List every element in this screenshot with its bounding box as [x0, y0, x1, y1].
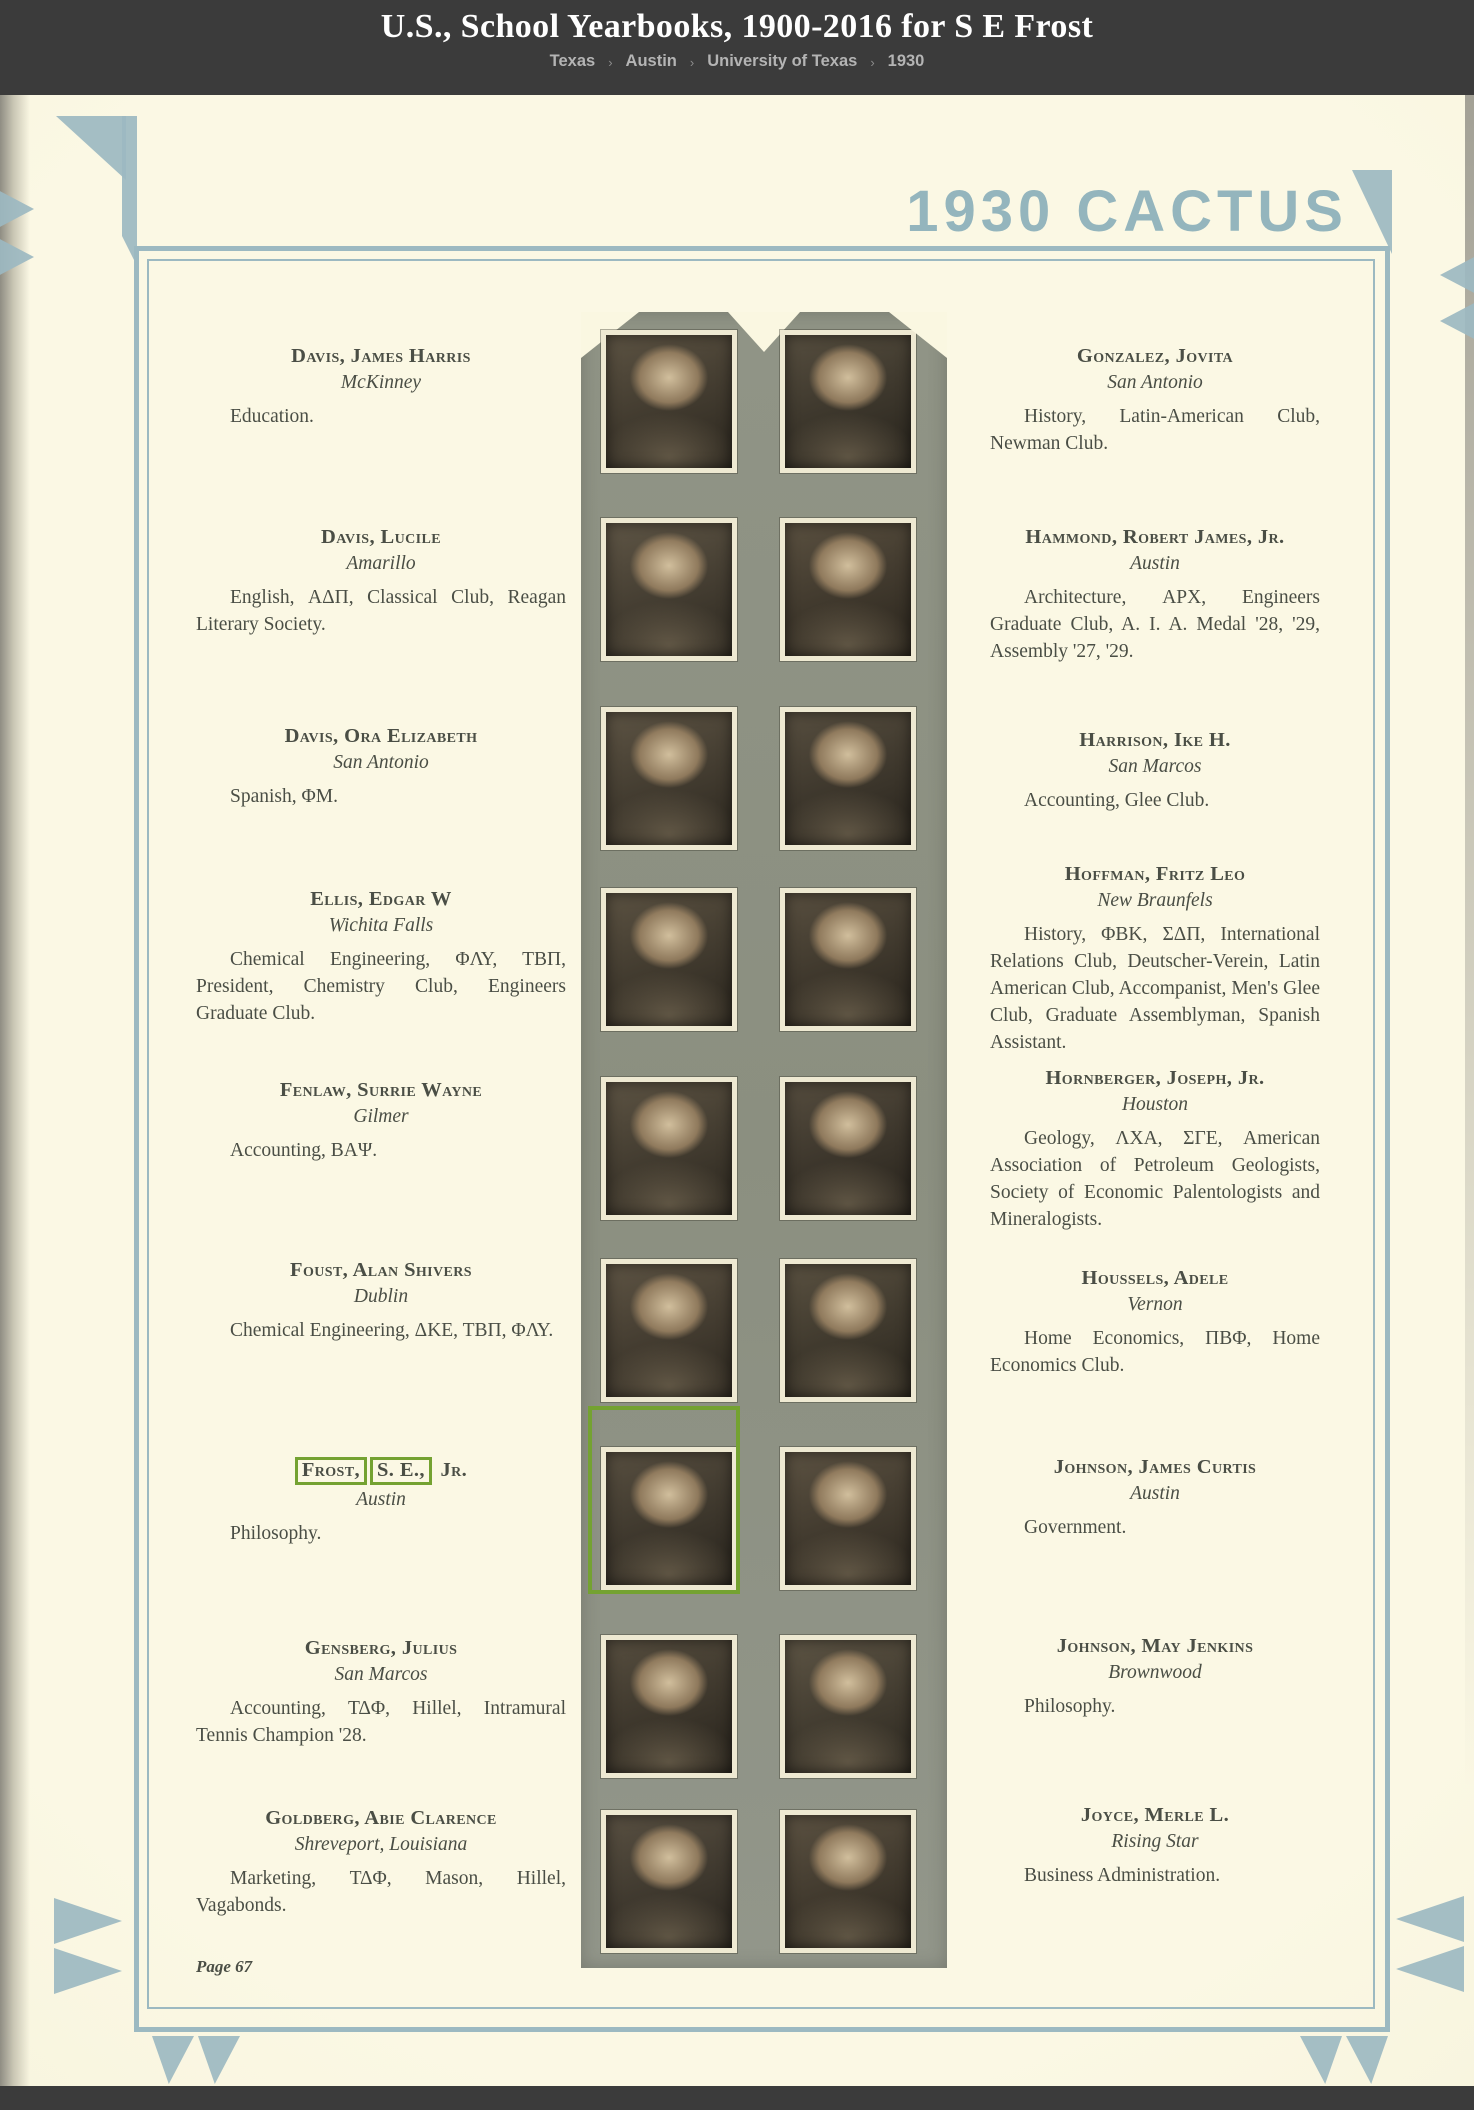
portrait-photo — [780, 518, 916, 661]
corner-ornament-topleft-flag — [56, 116, 126, 180]
student-name: Houssels, Adele — [1081, 1267, 1229, 1289]
student-activities: Accounting, Glee Club. — [1024, 790, 1210, 811]
student-name: Davis, Lucile — [321, 526, 441, 548]
student-activities: History, ΦΒΚ, ΣΔΠ, International Relations Club, Deutscher-Verein, Latin American Club, Accompanist, Men's Glee Club, Graduate Assemblyman, Spanish Assistant. — [990, 924, 1320, 1053]
portrait-photo — [780, 330, 916, 473]
book-binding-shadow — [0, 95, 30, 2086]
corner-ornament-topleft-bar — [122, 116, 137, 266]
student-hometown: Gilmer — [353, 1106, 409, 1127]
student-entry — [196, 725, 566, 810]
page-title: U.S., School Yearbooks, 1900-2016 for S E Frost — [380, 8, 1094, 45]
student-hometown: Rising Star — [1111, 1831, 1199, 1852]
bottom-ornament-triangle — [152, 2036, 194, 2084]
student-name: Joyce, Merle L. — [1080, 1804, 1230, 1826]
breadcrumb-item[interactable]: Texas — [549, 52, 596, 70]
student-hometown: McKinney — [340, 372, 422, 393]
student-name: Ellis, Edgar W — [310, 888, 452, 910]
right-edge-chevron — [1396, 1896, 1464, 1942]
student-activities: Accounting, ΤΔΦ, Hillel, Intramural Tennis Champion '28. — [196, 1698, 566, 1746]
student-entry — [196, 345, 566, 430]
student-activities: Education. — [230, 406, 314, 427]
portrait-photo — [780, 1635, 916, 1778]
left-edge-chevron — [54, 1948, 122, 1994]
breadcrumb-separator: › — [689, 55, 695, 70]
student-name: Gensberg, Julius — [304, 1637, 458, 1659]
student-name: Harrison, Ike H. — [1079, 729, 1231, 751]
student-name: Gonzalez, Jovita — [1076, 345, 1234, 367]
student-entry — [196, 1457, 566, 1547]
student-entry — [196, 1259, 566, 1344]
portrait-photo — [601, 518, 737, 661]
page-edge-shadow — [1465, 95, 1474, 2086]
student-name: Foust, Alan Shivers — [290, 1259, 472, 1281]
student-entry — [990, 1804, 1320, 1889]
student-hometown: Houston — [1121, 1094, 1189, 1115]
right-edge-chevron — [1396, 1946, 1464, 1992]
student-activities: Philosophy. — [1024, 1696, 1116, 1717]
page-scan[interactable] — [0, 95, 1474, 2086]
page-number: Page 67 — [196, 1957, 253, 1976]
student-hometown: San Antonio — [1107, 372, 1203, 393]
student-entry — [196, 1807, 566, 1919]
student-activities: Spanish, ΦΜ. — [230, 786, 338, 807]
student-activities: Government. — [1024, 1517, 1127, 1538]
header-bar — [0, 0, 1474, 95]
student-name: Davis, James Harris — [291, 345, 471, 367]
student-entry — [990, 1456, 1320, 1541]
student-name: Johnson, May Jenkins — [1056, 1635, 1254, 1657]
student-hometown: Vernon — [1127, 1294, 1183, 1315]
student-entry — [990, 729, 1320, 814]
student-activities: Business Administration. — [1024, 1865, 1221, 1886]
student-activities: Home Economics, ΠΒΦ, Home Economics Club. — [990, 1328, 1320, 1376]
student-hometown: New Braunfels — [1097, 890, 1213, 911]
student-hometown: Shreveport, Louisiana — [294, 1834, 468, 1855]
student-activities: Philosophy. — [230, 1522, 322, 1544]
student-activities: Marketing, ΤΔΦ, Mason, Hillel, Vagabonds. — [196, 1868, 566, 1916]
portrait-photo — [601, 1810, 737, 1953]
portrait-photo — [601, 1635, 737, 1778]
student-hometown: San Marcos — [334, 1664, 428, 1685]
student-hometown: San Marcos — [1108, 756, 1202, 777]
breadcrumb-item[interactable]: University of Texas — [707, 52, 858, 70]
corner-ornament-topright-triangle — [1352, 170, 1392, 254]
breadcrumb-item[interactable]: 1930 — [887, 52, 925, 70]
student-activities: Architecture, ΑΡΧ, Engineers Graduate Club, A. I. A. Medal '28, '29, Assembly '27, '29. — [990, 587, 1320, 662]
bottom-bar — [0, 2086, 1474, 2110]
student-name: Frost, S. E., Jr. — [196, 1457, 566, 1485]
student-activities: History, Latin-American Club, Newman Club. — [990, 406, 1320, 454]
portrait-photo — [601, 330, 737, 473]
student-hometown: Austin — [356, 1488, 406, 1510]
search-highlight-box: S. E., — [370, 1457, 432, 1485]
student-hometown: Amarillo — [346, 553, 416, 574]
portrait-photo — [601, 1259, 737, 1402]
yearbook-banner: 1930 CACTUS — [906, 179, 1348, 244]
student-entry — [990, 1267, 1320, 1379]
search-highlight-box: Frost, — [295, 1457, 367, 1485]
student-hometown: Austin — [1130, 1483, 1180, 1504]
student-entry — [196, 888, 566, 1027]
student-entry — [990, 1635, 1320, 1720]
student-hometown: San Antonio — [333, 752, 429, 773]
student-entry — [196, 1637, 566, 1749]
student-entry — [196, 1079, 566, 1164]
portrait-photo — [601, 1077, 737, 1220]
student-activities: Chemical Engineering, ΦΛΥ, ΤΒΠ, President, Chemistry Club, Engineers Graduate Club. — [196, 949, 566, 1024]
photo-panel — [581, 312, 947, 1968]
portrait-photo — [780, 1447, 916, 1590]
student-entry — [990, 863, 1320, 1056]
student-hometown: Austin — [1130, 553, 1180, 574]
student-entry — [990, 526, 1320, 665]
left-edge-chevron — [54, 1898, 122, 1944]
student-activities: Chemical Engineering, ΔΚΕ, ΤΒΠ, ΦΛΥ. — [230, 1320, 554, 1341]
student-entry — [990, 1067, 1320, 1233]
student-name: Johnson, James Curtis — [1053, 1456, 1257, 1478]
student-entry — [196, 526, 566, 638]
breadcrumb-separator: › — [870, 55, 875, 70]
student-hometown: Dublin — [353, 1286, 409, 1307]
student-hometown: Brownwood — [1108, 1662, 1202, 1683]
student-name: Davis, Ora Elizabeth — [284, 725, 478, 747]
bottom-ornament-triangle — [1346, 2036, 1388, 2084]
portrait-photo — [601, 888, 737, 1031]
student-activities: English, ΑΔΠ, Classical Club, Reagan Literary Society. — [196, 587, 566, 635]
student-name: Hammond, Robert James, Jr. — [1025, 526, 1285, 548]
student-name: Goldberg, Abie Clarence — [265, 1807, 497, 1829]
breadcrumb-separator: › — [608, 55, 613, 70]
portrait-photo — [780, 1810, 916, 1953]
student-entry — [990, 345, 1320, 457]
student-name: Hornberger, Joseph, Jr. — [1045, 1067, 1265, 1089]
student-hometown: Wichita Falls — [328, 915, 434, 936]
bottom-ornament-triangle — [198, 2036, 240, 2084]
portrait-photo — [601, 707, 737, 850]
student-activities: Geology, ΛΧΑ, ΣΓΕ, American Association of Petroleum Geologists, Society of Economic Palentologists and Mineralogists. — [990, 1128, 1320, 1230]
student-name: Hoffman, Fritz Leo — [1064, 863, 1246, 885]
photo-highlight-box — [588, 1406, 740, 1594]
breadcrumb — [0, 52, 1474, 71]
portrait-photo — [780, 1259, 916, 1402]
portrait-photo — [780, 888, 916, 1031]
bottom-ornament-triangle — [1300, 2036, 1342, 2084]
right-edge-chevron — [1440, 300, 1474, 342]
student-activities: Accounting, ΒΑΨ. — [230, 1140, 378, 1161]
right-edge-chevron — [1440, 254, 1474, 296]
portrait-photo — [780, 707, 916, 850]
portrait-photo — [780, 1077, 916, 1220]
student-name: Fenlaw, Surrie Wayne — [279, 1079, 483, 1101]
breadcrumb-item[interactable]: Austin — [625, 52, 677, 70]
